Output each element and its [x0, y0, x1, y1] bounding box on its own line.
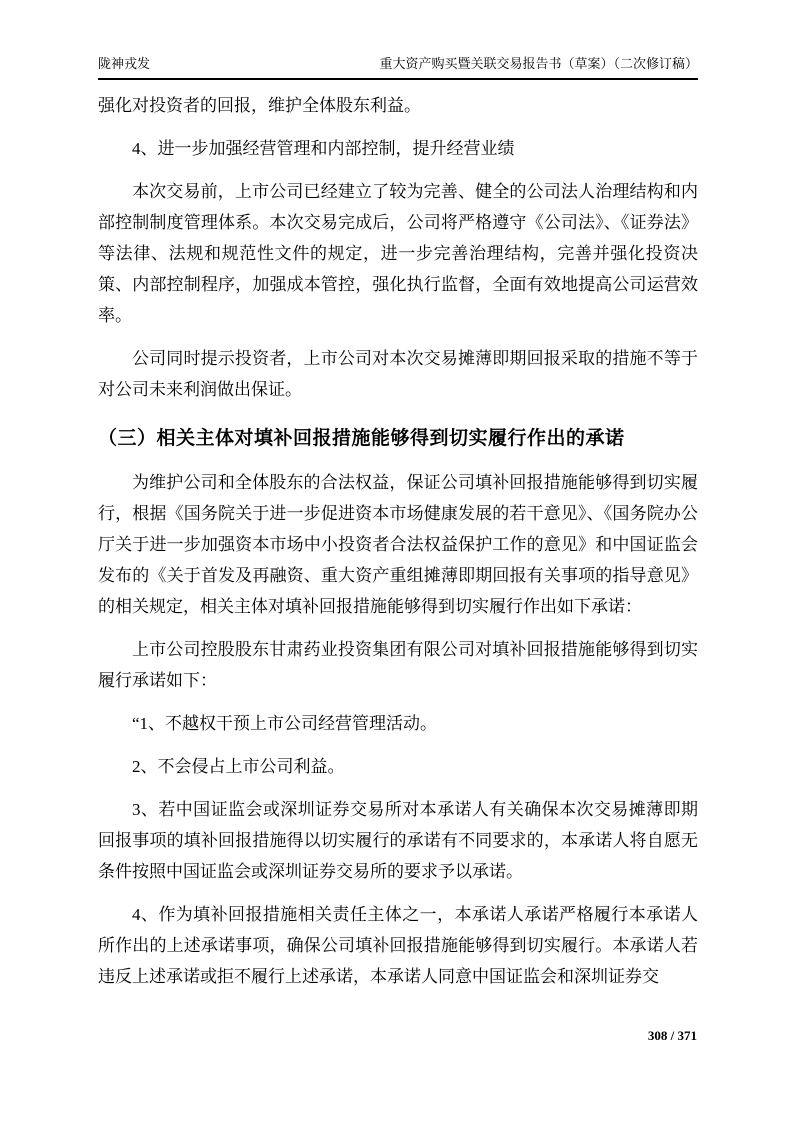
page-number: 308 / 371 [647, 1028, 697, 1043]
commitment-item-1: “1、不越权干预上市公司经营管理活动。 [132, 714, 438, 733]
paragraph: 本次交易前，上市公司已经建立了较为完善、健全的公司法人治理结构和内部控制制度管理体系。本次交易完成后，公司将严格遵守《公司法》、《证券法》等法律、法规和规范性文件的规定，进一步完善治理结构，完善并强化投资决策、内部控制程序，加强成本管控，强化执行监督，全面有效地提高公司运营效率。 [98, 182, 698, 325]
commitment-item-4: 4、作为填补回报措施相关责任主体之一，本承诺人承诺严格履行本承诺人所作出的上述承诺事项，确保公司填补回报措施能够得到切实履行。本承诺人若违反上述承诺或拒不履行上述承诺，本承诺人同意中国证监会和深圳证券交 [98, 905, 698, 986]
commitment-item-3: 3、若中国证监会或深圳证券交易所对本承诺人有关确保本次交易摊薄即期回报事项的填补回报措施得以切实履行的承诺有不同要求的，本承诺人将自愿无条件按照中国证监会或深圳证券交易所的要求予以承诺。 [98, 800, 698, 881]
subheading-item-4: 4、进一步加强经营管理和内部控制，提升经营业绩 [132, 139, 515, 158]
document-body [98, 90, 698, 1004]
header-report-title: 重大资产购买暨关联交易报告书（草案）（二次修订稿） [379, 56, 698, 71]
commitment-item-2: 2、不会侵占上市公司利益。 [132, 757, 345, 776]
paragraph: 为维护公司和全体股东的合法权益，保证公司填补回报措施能够得到切实履行，根据《国务院关于进一步促进资本市场健康发展的若干意见》、《国务院办公厅关于进一步加强资本市场中小投资者合法权益保护工作的意见》和中国证监会发布的《关于首发及再融资、重大资产重组摊薄即期回报有关事项的指导意见》的相关规定，相关主体对填补回报措施能够得到切实履行作出如下承诺： [98, 473, 698, 616]
section-heading: （三）相关主体对填补回报措施能够得到切实履行作出的承诺 [98, 428, 625, 449]
paragraph: 公司同时提示投资者，上市公司对本次交易摊薄即期回报采取的措施不等于对公司未来利润做出保证。 [98, 349, 698, 399]
page-header [98, 54, 698, 80]
paragraph: 上市公司控股股东甘肃药业投资集团有限公司对填补回报措施能够得到切实履行承诺如下： [98, 640, 698, 690]
paragraph-continuation: 强化对投资者的回报，维护全体股东利益。 [98, 96, 421, 115]
header-company-name: 陇神戎发 [98, 56, 151, 71]
